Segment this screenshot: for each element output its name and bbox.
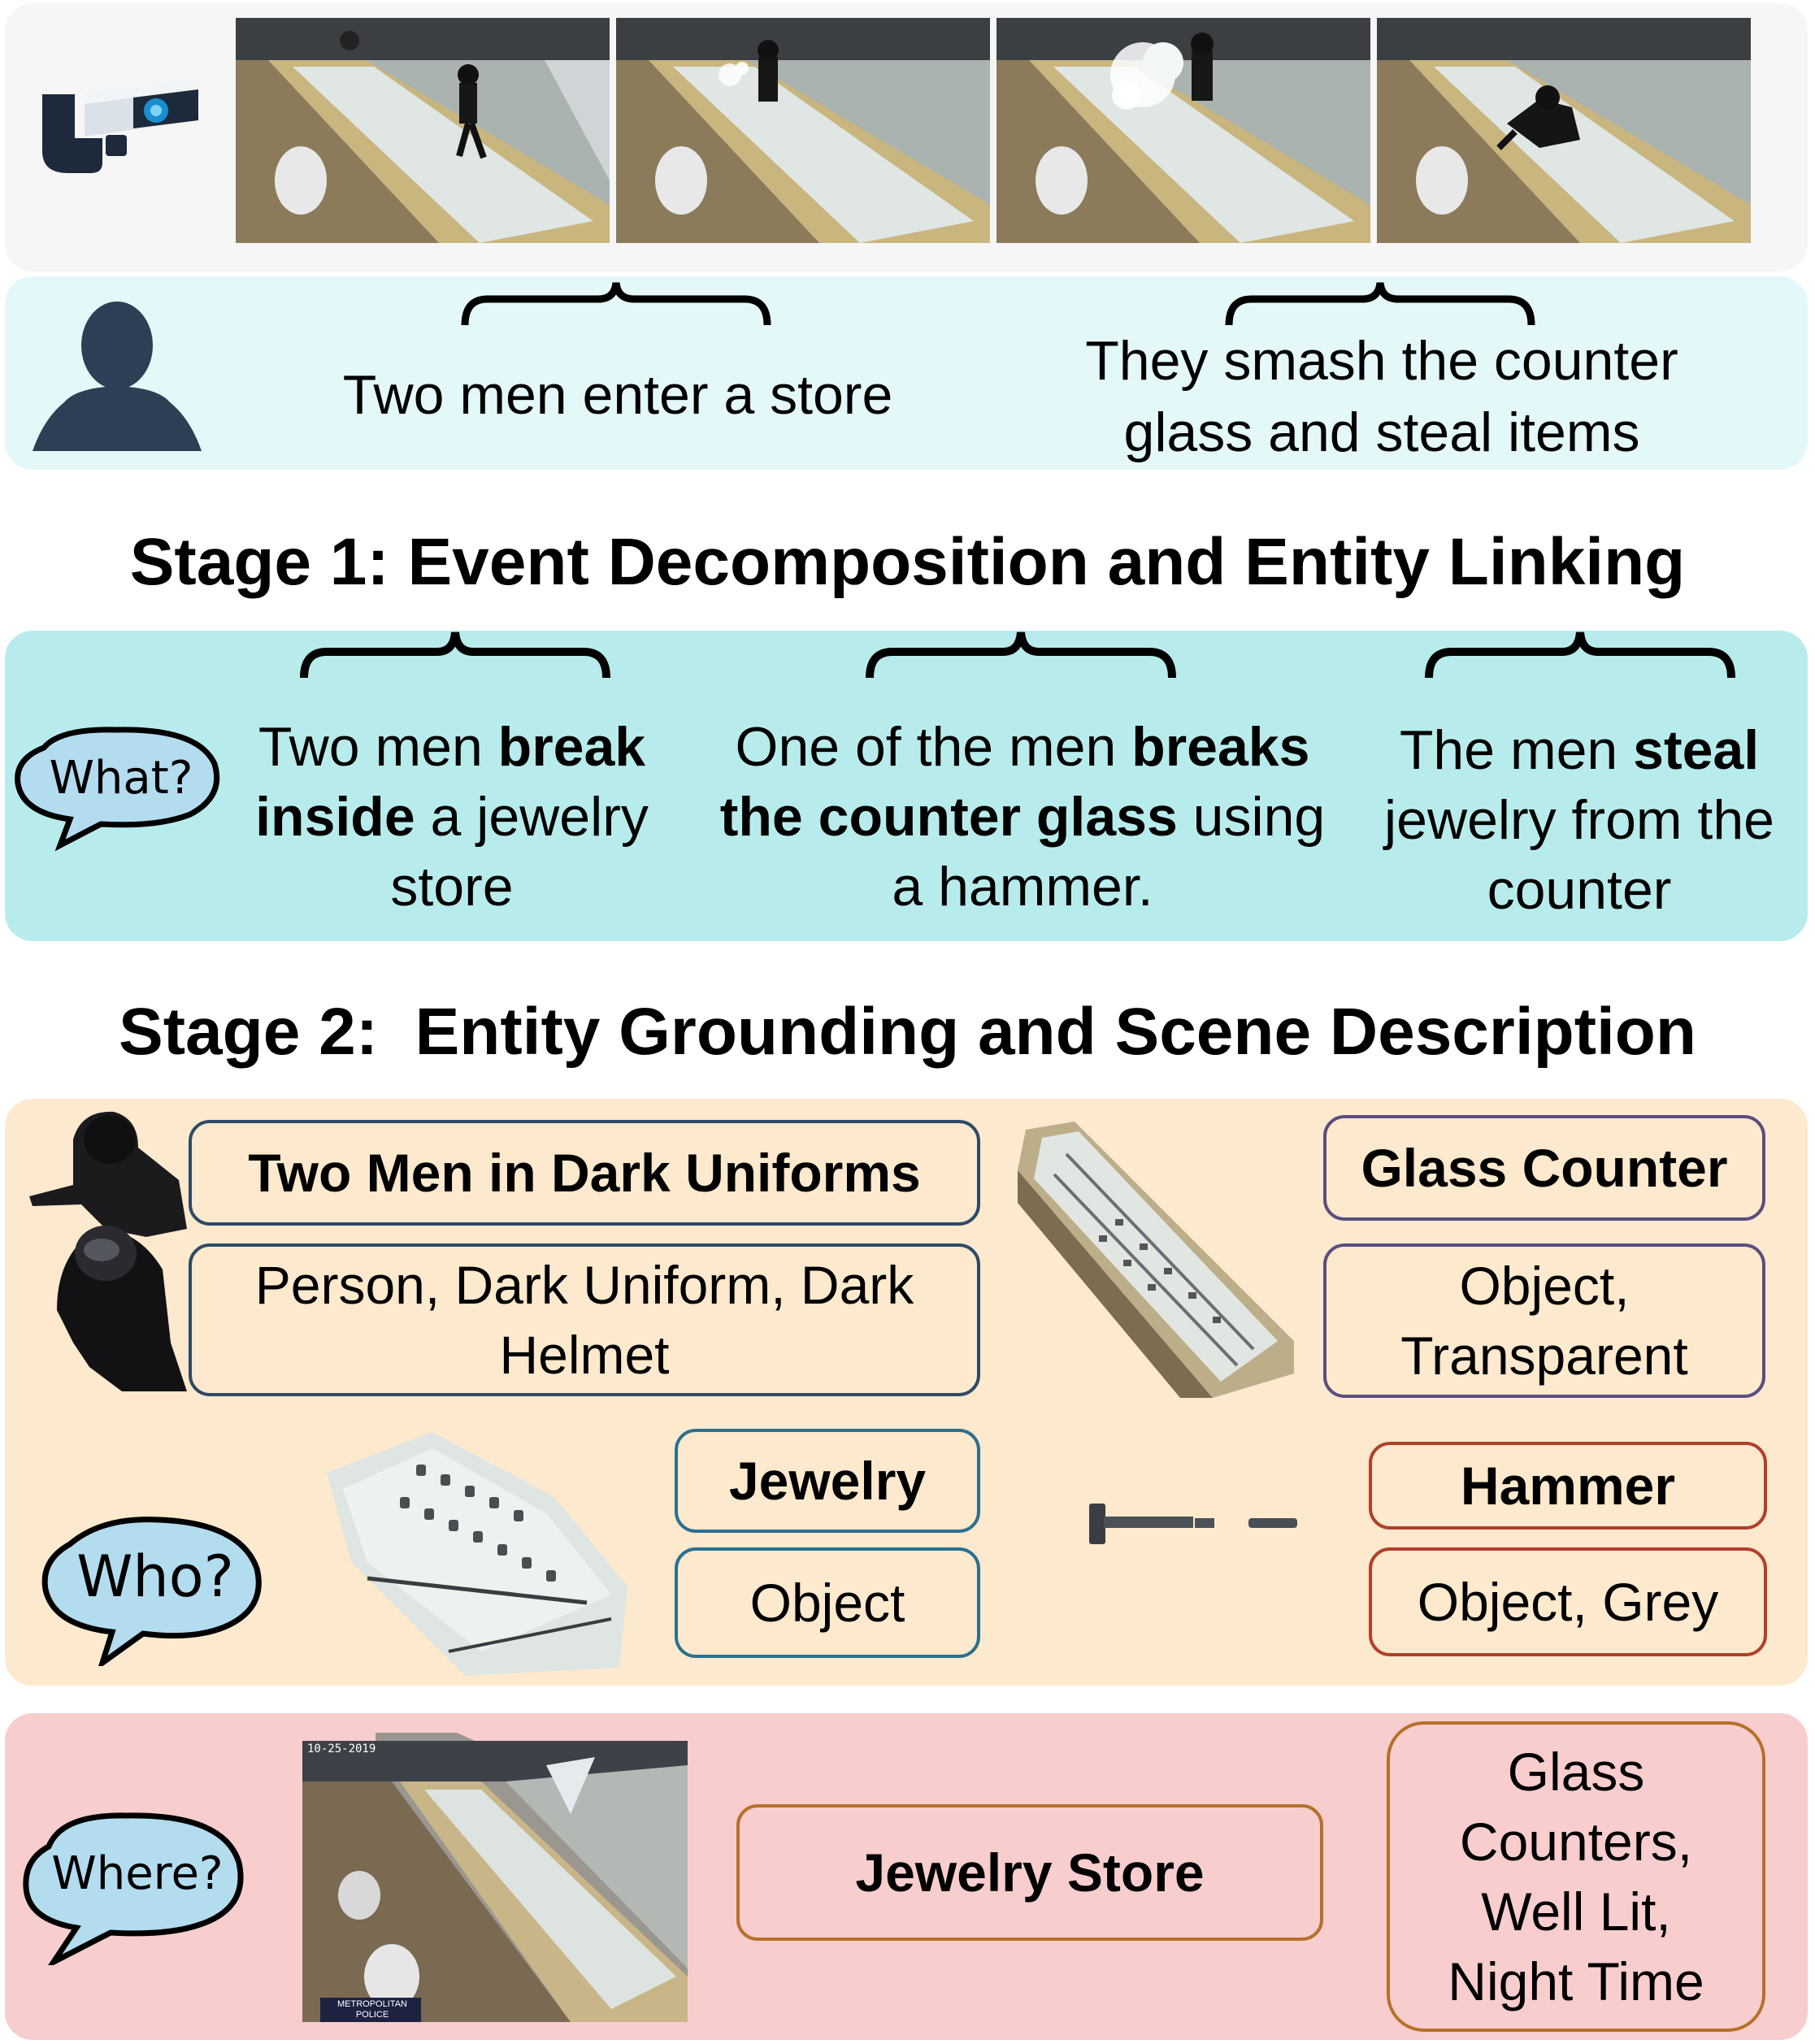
who-label: Who? xyxy=(76,1543,234,1610)
brace-event-3 xyxy=(1424,626,1736,683)
entity-glass-counter-attributes: Object, Transparent xyxy=(1323,1243,1765,1398)
event-2-part-3: using a hammer. xyxy=(892,786,1326,918)
cctv-camera-icon xyxy=(36,72,202,202)
entity-glass-counter-name: Glass Counter xyxy=(1323,1115,1765,1221)
store-timestamp: 10-25-2019 xyxy=(307,1742,376,1755)
brace-narration-2 xyxy=(1224,280,1536,328)
user-icon xyxy=(28,297,206,451)
event-3-part-3: jewelry from the counter xyxy=(1384,789,1774,921)
brace-event-1 xyxy=(299,626,611,683)
event-1-text xyxy=(232,712,671,922)
event-3-part-1: The men xyxy=(1399,719,1634,781)
narration-segment-2: They smash the counter glass and steal items xyxy=(1085,330,1678,463)
entity-men-name: Two Men in Dark Uniforms xyxy=(189,1120,980,1226)
brace-event-2 xyxy=(865,626,1177,683)
scene-name: Jewelry Store xyxy=(736,1804,1323,1941)
who-speech-bubble-icon xyxy=(37,1512,265,1666)
glass-counter-cutout-image xyxy=(1018,1122,1302,1398)
what-label: What? xyxy=(49,752,193,805)
video-frame-3 xyxy=(997,18,1370,243)
police-watermark-line-1: METROPOLITAN xyxy=(337,1999,407,2009)
entity-jewelry-name: Jewelry xyxy=(675,1429,980,1533)
event-2-text xyxy=(706,712,1340,922)
event-1-part-1: Two men xyxy=(258,716,498,778)
entity-hammer-name: Hammer xyxy=(1369,1442,1767,1530)
where-speech-bubble-icon xyxy=(21,1806,249,1965)
entity-jewelry-attributes: Object xyxy=(675,1547,980,1658)
stage1-title: Stage 1: Event Decomposition and Entity Linking xyxy=(129,525,1686,599)
entity-hammer-attributes: Object, Grey xyxy=(1369,1547,1767,1656)
event-2-part-1: One of the men xyxy=(735,716,1132,778)
video-frame-2 xyxy=(616,18,990,243)
hammer-cutout-image xyxy=(1089,1495,1300,1552)
event-1-part-3: a jewelry store xyxy=(390,786,649,918)
video-frame-4 xyxy=(1377,18,1751,243)
event-3-part-2: steal xyxy=(1633,719,1760,781)
event-3-text xyxy=(1372,715,1787,925)
police-watermark-line-2: POLICE xyxy=(355,2010,389,2020)
video-frame-1 xyxy=(236,18,610,243)
brace-narration-1 xyxy=(460,280,772,328)
event-2-part-2: breaks the counter glass xyxy=(719,716,1310,848)
stage2-title: Stage 2: Entity Grounding and Scene Description xyxy=(119,995,1696,1069)
where-label: Where? xyxy=(51,1847,224,1900)
scene-attributes: Glass Counters, Well Lit, Night Time xyxy=(1387,1721,1765,2032)
what-speech-bubble-icon xyxy=(11,723,223,853)
entity-men-attributes: Person, Dark Uniform, Dark Helmet xyxy=(189,1243,980,1396)
men-cutout-image xyxy=(24,1107,187,1400)
event-1-part-2: break inside xyxy=(255,716,646,848)
narration-segment-1: Two men enter a store xyxy=(342,364,893,426)
store-scene-image xyxy=(302,1733,688,2022)
jewelry-cutout-image xyxy=(319,1424,636,1676)
